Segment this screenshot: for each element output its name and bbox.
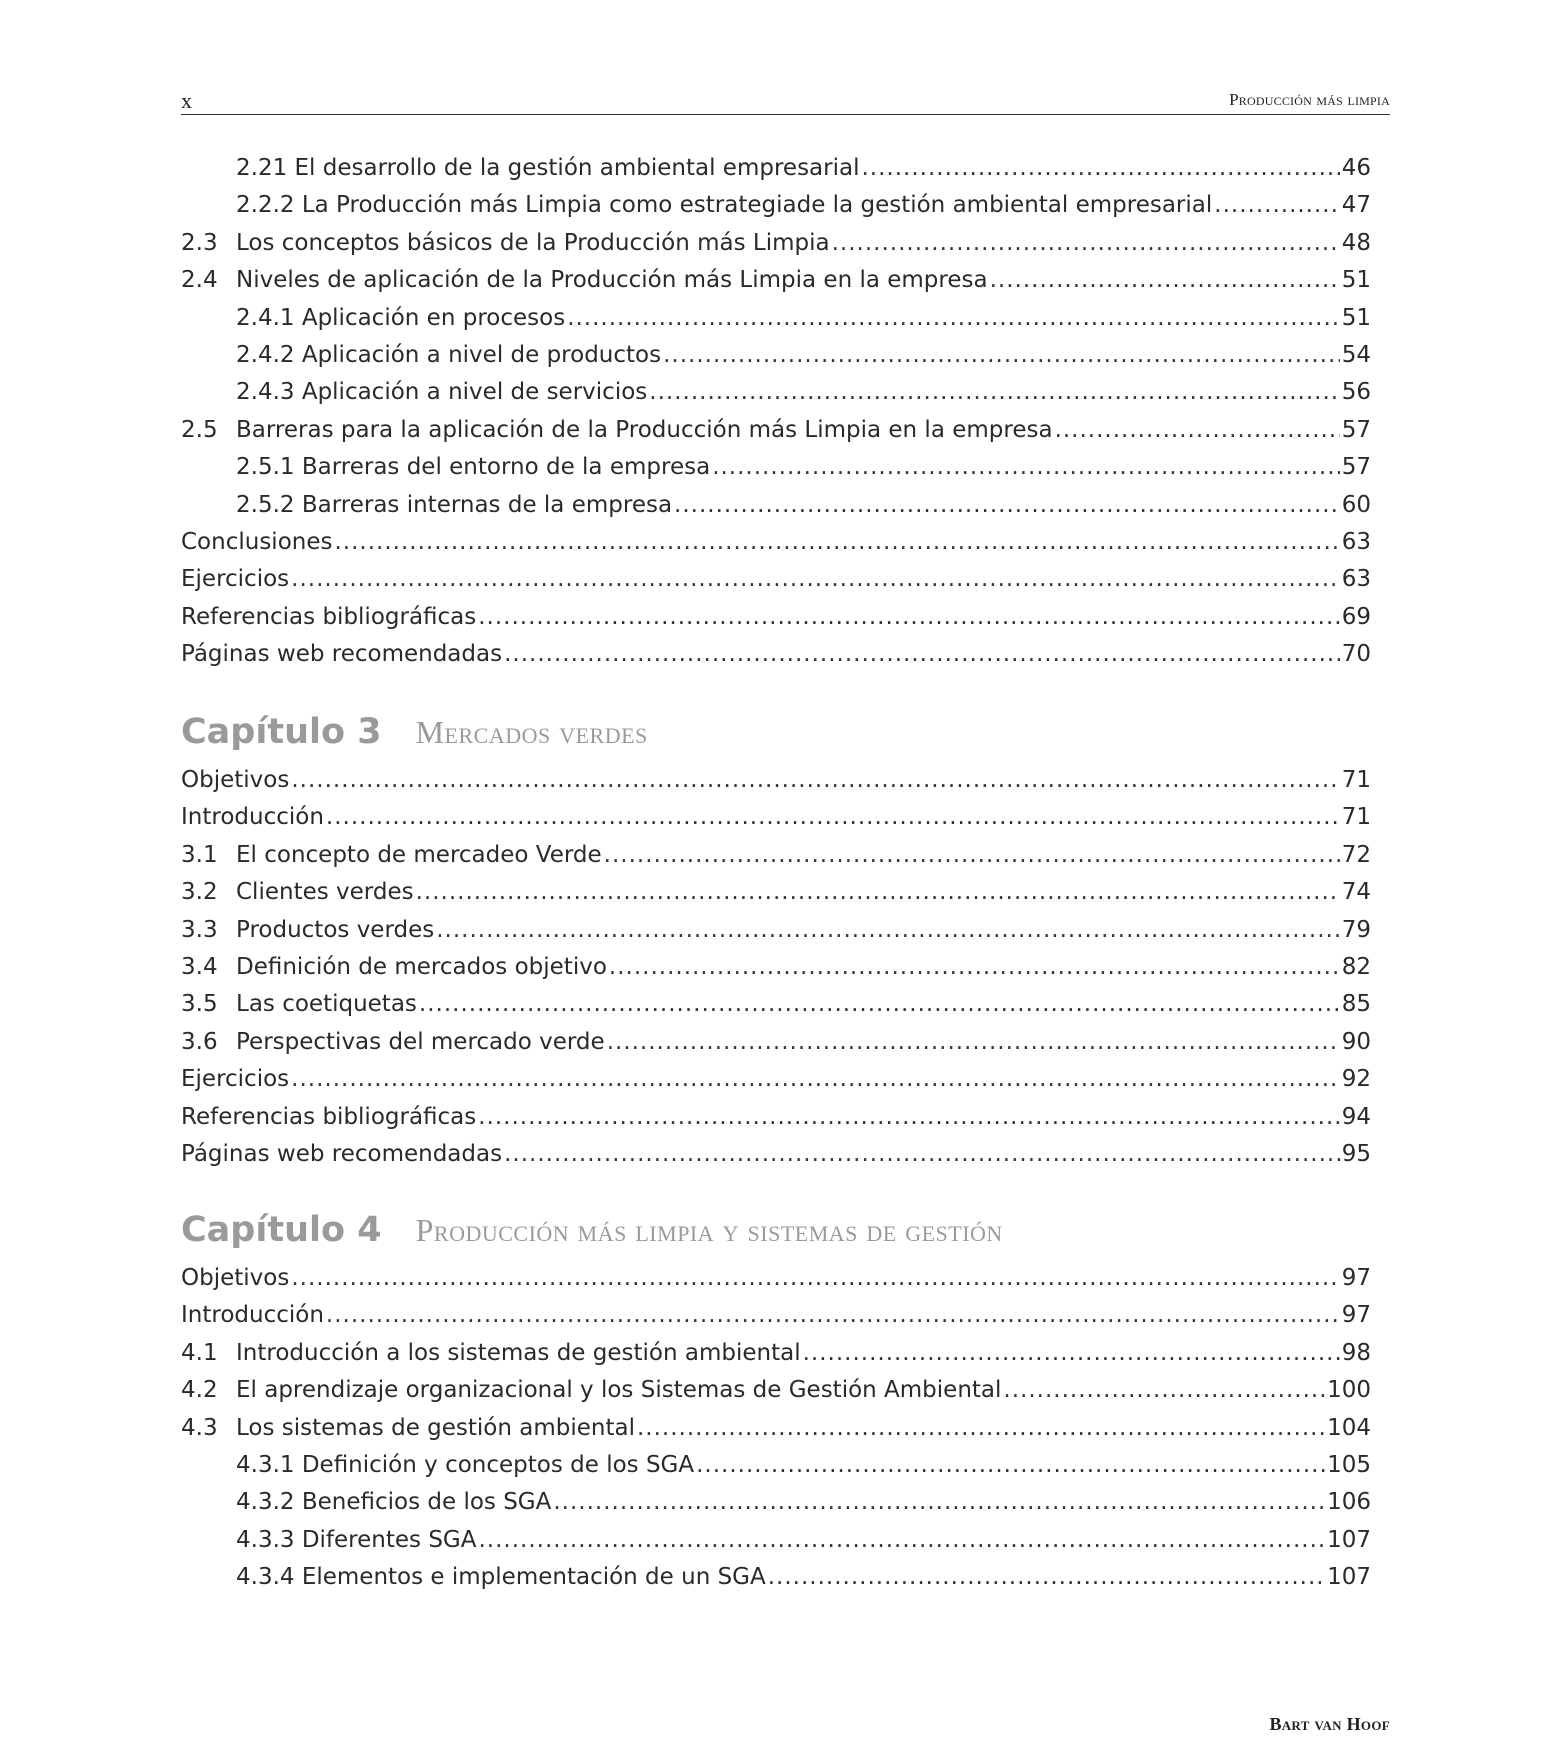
toc-entry-page: 98 <box>1341 1339 1371 1366</box>
toc-entry-page: 85 <box>1341 991 1371 1018</box>
chapter-3-heading <box>181 712 648 762</box>
dot-leader <box>478 599 1339 636</box>
toc-entry <box>181 762 1371 799</box>
toc-entry-title: Perspectivas del mercado verde <box>236 1028 605 1055</box>
toc-entry-title: Clientes verdes <box>236 879 414 906</box>
toc-entry-page: 63 <box>1341 566 1371 593</box>
dot-leader <box>326 1297 1340 1334</box>
toc-entry <box>181 1099 1371 1136</box>
toc-entry-title: 4.3.2 Beneficios de los SGA <box>236 1489 552 1516</box>
dot-leader <box>291 561 1340 598</box>
toc-entry <box>181 799 1371 836</box>
toc-entry <box>181 1410 1371 1447</box>
toc-entry-page: 51 <box>1341 267 1371 294</box>
dot-leader <box>768 1559 1325 1596</box>
toc-section-chapter2-continued <box>181 150 1371 673</box>
toc-entry-page: 46 <box>1341 155 1371 181</box>
toc-entry <box>181 262 1371 299</box>
toc-entry <box>181 374 1371 411</box>
toc-entry <box>181 150 1371 187</box>
toc-entry-title: 2.5.2 Barreras internas de la empresa <box>236 491 673 518</box>
dot-leader <box>326 799 1340 836</box>
dot-leader <box>649 374 1339 411</box>
toc-entry-page: 72 <box>1341 841 1371 868</box>
dot-leader <box>504 636 1340 673</box>
dot-leader <box>1055 412 1340 449</box>
toc-entry <box>181 636 1371 673</box>
toc-entry-title: 2.5.1 Barreras del entorno de la empresa <box>236 454 711 481</box>
dot-leader <box>803 1335 1340 1372</box>
dot-leader <box>291 1260 1339 1297</box>
toc-entry <box>181 1061 1371 1098</box>
toc-entry-number: 3.6 <box>181 1028 218 1055</box>
toc-entry <box>181 1522 1371 1559</box>
toc-entry-number: 3.4 <box>181 953 218 980</box>
toc-entry <box>181 1484 1371 1521</box>
toc-entry-title: Definición de mercados objetivo <box>236 953 607 980</box>
toc-entry <box>181 524 1371 561</box>
toc-entry-title: 2.4.2 Aplicación a nivel de productos <box>236 341 662 368</box>
toc-entry-page: 94 <box>1341 1103 1371 1130</box>
toc-entry-page: 74 <box>1341 879 1371 906</box>
chapter-title: Mercados verdes <box>415 714 648 750</box>
toc-entry-page: 104 <box>1327 1414 1371 1441</box>
toc-entry-title: 2.4.3 Aplicación a nivel de servicios <box>236 379 648 406</box>
toc-entry-page: 106 <box>1327 1489 1371 1516</box>
toc-entry-title: Las coetiquetas <box>236 991 417 1018</box>
toc-entry <box>181 1297 1371 1334</box>
toc-entry-title: Ejercicios <box>181 1066 290 1093</box>
toc-entry-page: 47 <box>1341 192 1371 219</box>
toc-entry-page: 57 <box>1341 454 1371 481</box>
dot-leader <box>604 837 1340 874</box>
toc-entry-number: 2.3 <box>181 229 218 256</box>
dot-leader <box>712 449 1340 486</box>
toc-entry-title: El aprendizaje organizacional y los Sistemas de Gestión Ambiental <box>236 1377 1002 1404</box>
toc-entry-title: Introducción a los sistemas de gestión ambiental <box>236 1339 801 1366</box>
toc-entry <box>181 837 1371 874</box>
toc-entry <box>181 1260 1371 1297</box>
toc-entry <box>181 986 1371 1023</box>
toc-entry-title: Páginas web recomendadas <box>181 1140 503 1167</box>
chapter-label: Capítulo 4 <box>181 1210 382 1250</box>
toc-entry-title: 4.3.4 Elementos e implementación de un SGA <box>236 1564 766 1591</box>
dot-leader <box>1214 187 1339 224</box>
dot-leader <box>861 150 1339 187</box>
toc-entry-page: 48 <box>1341 229 1371 256</box>
dot-leader <box>478 1099 1339 1136</box>
dot-leader <box>609 949 1340 986</box>
dot-leader <box>1003 1372 1325 1409</box>
running-title: Producción más limpia <box>1229 90 1390 109</box>
toc-entry <box>181 300 1371 337</box>
toc-entry-page: 71 <box>1341 767 1371 793</box>
toc-entry-page: 100 <box>1327 1377 1371 1404</box>
toc-entry <box>181 1559 1371 1596</box>
dot-leader <box>291 1061 1340 1098</box>
toc-entry-title: Productos verdes <box>236 916 435 943</box>
toc-entry-title: 2.4.1 Aplicación en procesos <box>236 304 566 331</box>
toc-entry <box>181 561 1371 598</box>
toc-entry <box>181 912 1371 949</box>
dot-leader <box>291 762 1339 799</box>
toc-entry-title: Objetivos <box>181 1265 290 1291</box>
toc-entry-title: 4.3.3 Diferentes SGA <box>236 1526 477 1553</box>
dot-leader <box>567 300 1340 337</box>
toc-entry-title: Referencias bibliográficas <box>181 603 477 630</box>
toc-entry-number: 4.2 <box>181 1377 218 1404</box>
toc-entry-number: 3.3 <box>181 916 218 943</box>
toc-entry <box>181 225 1371 262</box>
toc-entry-title: Los conceptos básicos de la Producción más Limpia <box>236 229 830 256</box>
toc-entry-page: 92 <box>1341 1066 1371 1093</box>
toc-entry-title: Introducción <box>181 804 324 831</box>
toc-entry-number: 2.4 <box>181 267 218 294</box>
author-footer: Bart van Hoof <box>1269 1714 1390 1734</box>
dot-leader <box>504 1136 1340 1173</box>
toc-entry-title: Ejercicios <box>181 566 290 593</box>
toc-entry-page: 105 <box>1327 1451 1371 1478</box>
toc-entry-page: 60 <box>1341 491 1371 518</box>
toc-entry-title: 4.3.1 Definición y conceptos de los SGA <box>236 1451 695 1478</box>
dot-leader <box>478 1522 1325 1559</box>
toc-entry-title: Niveles de aplicación de la Producción más Limpia en la empresa <box>236 267 988 294</box>
chapter-4-heading <box>181 1210 1003 1260</box>
dot-leader <box>553 1484 1325 1521</box>
toc-entry-number: 4.3 <box>181 1414 218 1441</box>
toc-entry <box>181 949 1371 986</box>
toc-entry <box>181 1335 1371 1372</box>
toc-entry <box>181 874 1371 911</box>
toc-entry <box>181 187 1371 224</box>
toc-entry-title: Barreras para la aplicación de la Producción más Limpia en la empresa <box>236 416 1053 443</box>
toc-entry-page: 70 <box>1341 641 1371 668</box>
toc-entry-page: 97 <box>1341 1302 1371 1329</box>
dot-leader <box>663 337 1340 374</box>
dot-leader <box>674 487 1340 524</box>
toc-entry-title: 2.2.2 La Producción más Limpia como estrategiade la gestión ambiental empresarial <box>236 192 1213 219</box>
dot-leader <box>696 1447 1325 1484</box>
toc-entry-page: 97 <box>1341 1265 1371 1291</box>
toc-entry-page: 95 <box>1341 1140 1371 1167</box>
dot-leader <box>416 874 1340 911</box>
toc-entry-title: Referencias bibliográficas <box>181 1103 477 1130</box>
toc-entry-title: Objetivos <box>181 767 290 793</box>
toc-entry-title: Páginas web recomendadas <box>181 641 503 668</box>
toc-entry-number: 3.1 <box>181 841 218 868</box>
toc-entry <box>181 487 1371 524</box>
toc-entry-title: Conclusiones <box>181 528 333 555</box>
toc-entry-page: 107 <box>1327 1564 1371 1591</box>
chapter-label: Capítulo 3 <box>181 712 382 752</box>
toc-entry <box>181 599 1371 636</box>
dot-leader <box>832 225 1340 262</box>
toc-entry-page: 56 <box>1341 379 1371 406</box>
dot-leader <box>990 262 1340 299</box>
toc-entry <box>181 412 1371 449</box>
dot-leader <box>334 524 1339 561</box>
toc-entry-page: 90 <box>1341 1028 1371 1055</box>
toc-entry <box>181 337 1371 374</box>
toc-entry-page: 71 <box>1341 804 1371 831</box>
toc-entry-page: 107 <box>1327 1526 1371 1553</box>
dot-leader <box>436 912 1339 949</box>
toc-entry-page: 79 <box>1341 916 1371 943</box>
toc-entry-number: 3.5 <box>181 991 218 1018</box>
toc-entry-page: 57 <box>1341 416 1371 443</box>
toc-entry-page: 54 <box>1341 341 1371 368</box>
toc-section-chapter3 <box>181 762 1371 1173</box>
toc-entry <box>181 1024 1371 1061</box>
toc-entry <box>181 449 1371 486</box>
toc-entry-page: 51 <box>1341 304 1371 331</box>
toc-entry-title: El concepto de mercadeo Verde <box>236 841 602 868</box>
dot-leader <box>637 1410 1325 1447</box>
toc-section-chapter4 <box>181 1260 1371 1597</box>
toc-entry <box>181 1372 1371 1409</box>
toc-entry-number: 2.5 <box>181 416 218 443</box>
chapter-title: Producción más limpia y sistemas de gestión <box>415 1212 1003 1248</box>
dot-leader <box>607 1024 1340 1061</box>
toc-entry-title: 2.21 El desarrollo de la gestión ambiental empresarial <box>236 155 860 181</box>
toc-entry-number: 4.1 <box>181 1339 218 1366</box>
toc-entry <box>181 1447 1371 1484</box>
toc-entry-page: 63 <box>1341 528 1371 555</box>
toc-entry-title: Introducción <box>181 1302 324 1329</box>
toc-entry-title: Los sistemas de gestión ambiental <box>236 1414 635 1441</box>
page-number: x <box>181 88 192 113</box>
running-header <box>181 82 1390 115</box>
toc-entry-page: 82 <box>1341 953 1371 980</box>
dot-leader <box>419 986 1340 1023</box>
toc-entry-page: 69 <box>1341 603 1371 630</box>
toc-entry <box>181 1136 1371 1173</box>
toc-entry-number: 3.2 <box>181 879 218 906</box>
